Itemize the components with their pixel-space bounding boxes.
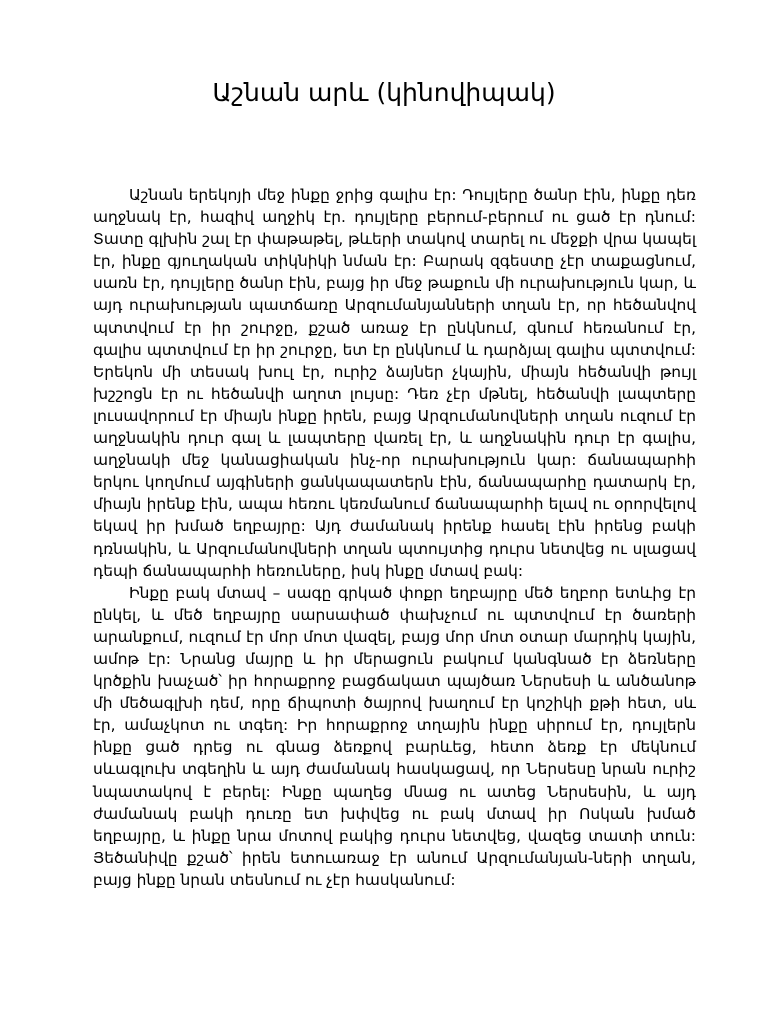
- document-body: [93, 184, 696, 891]
- paragraph: Ինքը բակ մտավ – սագը գրկած փոքր եղբայրը մեծ եղբոր ետևից էր ընկել, և մեծ եղբայրը սարսափած փախչում ու պտտվում էր ծառերի արանքում, ուզում էր մոր մոտ վազել, բայց մոր մոտ օտար մարդիկ կային, ամոթ էր: Նրանց մայրը և իր մերացուն բակում կանգնած էր ձեռները կրծքին խաչած՝ իր հորաքրոջ բացճակատ պայծառ Ներսեսի և անծանոթ մի մեծագլխի դեմ, որը ճիպոտի ծայրով խաղում էր կոշիկի քթի հետ, սև էր, ամաչկոտ ու տգեղ: Իր հորաքրոջ տղային ինքը սիրում էր, դույլերն ինքը ցած դրեց ու գնաց ձեռքով բարևեց, հետո ձեռք էր մեկնում սևագլուխ տգեղին և այդ ժամանակ հասկացավ, որ Ներսեսը նրան ուրիշ նպատակով է բերել: Ինքը պաղեց մնաց ու ատեց Ներսեսին, և այդ ժամանակ բակի դուռը ետ խփվեց ու բակ մտավ իր Ոսկան խմած եղբայրը, և ինքը նրա մոտով բակից դուրս նետվեց, վազեց տատի տուն: Յեծանիվը քշած՝ իրեն ետուառաջ էր անում Արզումանյան-ների տղան, բայց ինքը նրան տեսնում ու չէր հասկանում:: [93, 583, 696, 889]
- paragraph: Աշնան երեկոյի մեջ ինքը ջրից գալիս էր: Դույլերը ծանր էին, ինքը դեռ աղջնակ էր, հազիվ աղջիկ էր. դույլերը բերում-բերում ու ցած էր դնում: Տատը գլխին շալ էր փաթաթել, թևերի տակով տարել ու մեջքի վրա կապել էր, ինքը գյուղական տիկնիկի նման էր: Բարակ զգեստը չէր տաքացնում, սառն էր, դույլերը ծանր էին, բայց իր մեջ թաքուն մի ուրախություն կար, և այդ ուրախության պատճառը Արզումանյանների տղան էր, որ հեծանվով պտտվում էր իր շուրջը, քշած առաջ էր ընկնում, գնում հեռանում էր, գալիս պտտվում էր իր շուրջը, ետ էր ընկնում և դարձյալ գալիս պտտվում: Երեկոն մի տեսակ խուլ էր, ուրիշ ձայներ չկային, միայն հեծանվի թույլ խշշոցն էր ու հեծանվի աղոտ լույսը: Դեռ չէր մթնել, հեծանվի լապտերը լուսավորում էր միայն ինքը իրեն, բայց Արզումանովների տղան ուզում էր աղջնակին դուր գալ և լապտերը վառել էր, և աղջնակին դուր էր գալիս, աղջնակի մեջ կանացիական ինչ-որ ուրախություն կար: ճանապարհի երկու կողմում այգիների ցանկապատերն էին, ճանապարհը դատարկ էր, միայն իրենք էին, ապա հեռու կեռմանում ճանապարհի ելավ ու օրորվելով եկավ իր խմած եղբայրը: Այդ ժամանակ իրենք հասել էին իրենց բակի դռնակին, և Արզումանովների տղան պտույտից դուրս նետվեց ու սլացավ դեպի ճանապարհի հեռուները, իսկ ինքը մտավ բակ:: [93, 186, 696, 580]
- document-title: Աշնան արև (կինովիպակ): [212, 78, 556, 107]
